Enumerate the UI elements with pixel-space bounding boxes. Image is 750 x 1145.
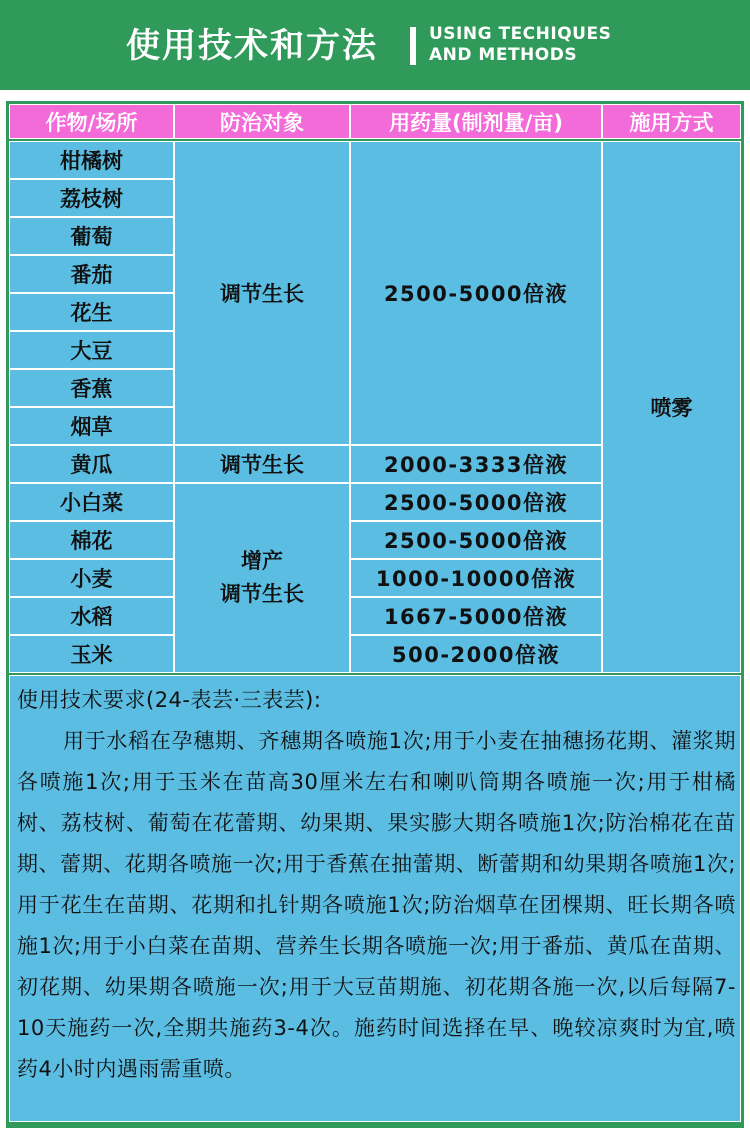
crop-cell: 水稻 — [9, 597, 174, 635]
crop-cell: 棉花 — [9, 521, 174, 559]
subtitle-line-2: AND METHODS — [429, 45, 578, 65]
usage-notes — [9, 675, 741, 1122]
dosage-cell: 2500-5000倍液 — [350, 521, 602, 559]
crop-cell: 荔枝树 — [9, 179, 174, 217]
dosage-cell: 2500-5000倍液 — [350, 483, 602, 521]
target-line: 增产 — [241, 549, 283, 573]
crop-cell: 玉米 — [9, 635, 174, 673]
method-cell: 喷雾 — [602, 141, 741, 673]
target-line: 调节生长 — [220, 582, 304, 606]
page-subtitle — [429, 24, 611, 66]
crop-cell: 柑橘树 — [9, 141, 174, 179]
crop-cell: 大豆 — [9, 331, 174, 369]
crop-cell: 香蕉 — [9, 369, 174, 407]
target-cell: 调节生长 — [174, 141, 350, 445]
dosage-cell: 2000-3333倍液 — [350, 445, 602, 483]
target-cell: 调节生长 — [174, 445, 350, 483]
crop-cell: 花生 — [9, 293, 174, 331]
column-header-crop: 作物/场所 — [9, 104, 174, 139]
page-title: 使用技术和方法 — [126, 26, 378, 66]
crop-cell: 番茄 — [9, 255, 174, 293]
crop-cell: 小白菜 — [9, 483, 174, 521]
crop-cell: 葡萄 — [9, 217, 174, 255]
column-header-method: 施用方式 — [602, 104, 741, 139]
crop-cell: 烟草 — [9, 407, 174, 445]
dosage-cell: 500-2000倍液 — [350, 635, 602, 673]
dosage-cell: 2500-5000倍液 — [350, 141, 602, 445]
title-divider — [410, 27, 416, 65]
crop-cell: 小麦 — [9, 559, 174, 597]
crop-cell: 黄瓜 — [9, 445, 174, 483]
dosage-cell: 1667-5000倍液 — [350, 597, 602, 635]
dosage-cell: 1000-10000倍液 — [350, 559, 602, 597]
column-header-dosage: 用药量(制剂量/亩) — [350, 104, 602, 139]
subtitle-line-1: USING TECHIQUES — [429, 24, 612, 44]
column-header-target: 防治对象 — [174, 104, 350, 139]
notes-body: 用于水稻在孕穗期、齐穗期各喷施1次;用于小麦在抽穗扬花期、灌浆期各喷施1次;用于玉米在苗高30厘米左右和喇叭筒期各喷施一次;用于柑橘树、荔枝树、葡萄在花蕾期、幼果期、果实膨大期各喷施1次;防治棉花在苗期、蕾期、花期各喷施一次;用于香蕉在抽蕾期、断蕾期和幼果期各喷施1次;用于花生在苗期、花期和扎针期各喷施1次;防治烟草在团棵期、旺长期各喷施1次;用于小白菜在苗期、营养生长期各喷施一次;用于番茄、黄瓜在苗期、初花期、幼果期各喷施一次;用于大豆苗期施、初花期各施一次,以后每隔7-10天施药一次,全期共施药3-4次。施药时间选择在早、晚较凉爽时为宜,喷药4小时内遇雨需重喷。 — [17, 729, 736, 1081]
notes-heading: 使用技术要求(24-表芸·三表芸): — [17, 688, 322, 712]
target-cell — [174, 483, 350, 673]
